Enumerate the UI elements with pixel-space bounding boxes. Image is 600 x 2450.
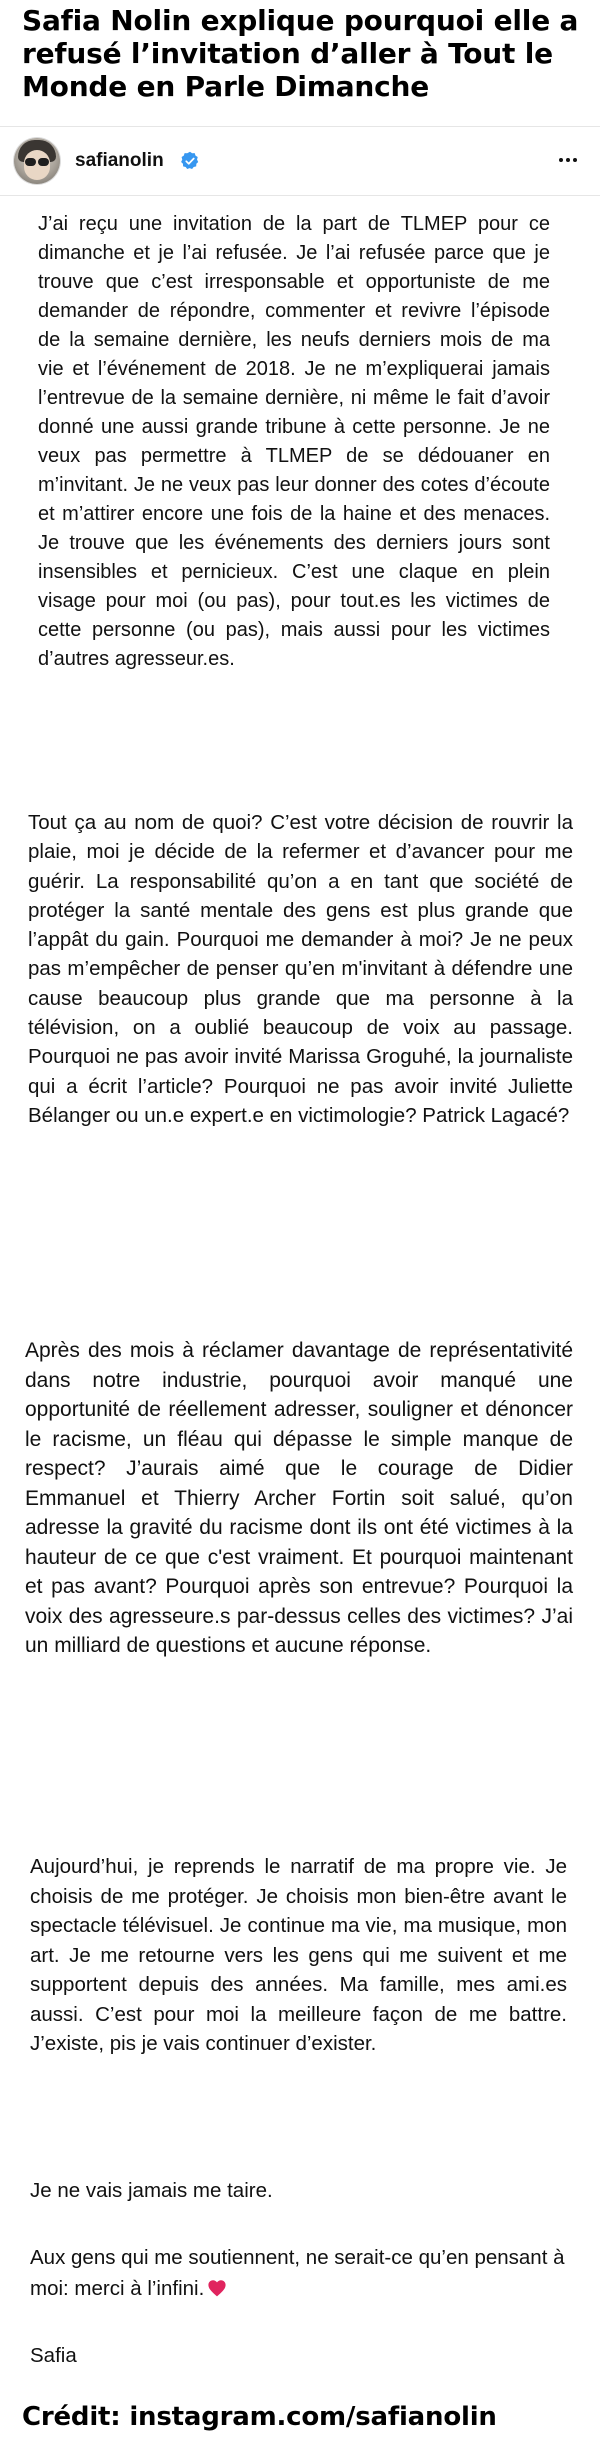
post-header [0,126,600,196]
verified-badge-icon [180,151,200,171]
more-options-button[interactable] [554,145,582,175]
post-paragraph-1: J’ai reçu une invitation de la part de TLMEP pour ce dimanche et je l’ai refusée. Je l’ai refusée parce que je trouve que c’est irresponsable et opportuniste de me demander de répondre, commenter et revivre l’épisode de la semaine dernière, les neufs derniers mois de ma vie et l’événement de 2018. Je ne m’expliquerai jamais l’entrevue de la semaine dernière, ni même le fait d’avoir donné une aussi grande tribune à cette personne. Je ne veux pas permettre à TLMEP de se dédouaner en m’invitant. Je ne veux pas leur donner des cotes d’écoute et m’attirer encore une fois de la haine et des menaces. Je trouve que les événements des derniers jours sont insensibles et pernicieux. C’est une claque en plein visage pour moi (ou pas), pour tout.es les victimes de cette personne (ou pas), mais aussi pour les victimes d’autres agresseur.es. [38,213,550,670]
more-options-icon [559,158,563,162]
post-paragraph-2: Tout ça au nom de quoi? C’est votre décision de rouvrir la plaie, moi je décide de la refermer et d’avancer pour me guérir. La responsabilité qu’on a en tant que société de protéger la santé mentale des gens est plus grande que l’appât du gain. Pourquoi me demander à moi? Je ne peux pas m’empêcher de penser qu’en m'invitant à défendre une cause beaucoup plus grande que ma personne à la télévision, on a oublié beaucoup de voix au passage. Pourquoi ne pas avoir invité Marissa Groguhé, la journaliste qui a écrit l’article? Pourquoi ne pas avoir invité Juliette Bélanger ou un.e expert.e en victimologie? Patrick Lagacé? [28,811,573,1127]
red-heart-icon [207,2279,227,2297]
article-headline: Safia Nolin explique pourquoi elle a refusé l’invitation d’aller à Tout le Monde en Parle Dimanche [22,4,579,103]
post-paragraph-3: Après des mois à réclamer davantage de représentativité dans notre industrie, pourquoi avoir manqué une opportunité de réellement adresser, souligner et dénoncer le racisme, un fléau qui dépasse le simple manque de respect? J’aurais aimé que le courage de Didier Emmanuel et Thierry Archer Fortin soit salué, qu’on adresse la gravité du racisme dont ils ont été victimes à la hauteur de ce que c'est vraiment. Et pourquoi maintenant et pas avant? Pourquoi après son entrevue? Pourquoi la voix des agresseure.s par-dessus celles des victimes? J’ai un milliard de questions et aucune réponse. [25,1339,573,1657]
username-link[interactable]: safianolin [75,150,164,171]
avatar[interactable] [14,138,60,184]
post-paragraph-4: Aujourd’hui, je reprends le narratif de ma propre vie. Je choisis de me protéger. Je choisis mon bien-être avant le spectacle télévisuel. Je continue ma vie, ma musique, mon art. Je me retourne vers les gens qui me suivent et me supportent depuis des années. Ma famille, mes ami.es aussi. C’est pour moi la meilleure façon de me battre. J’existe, pis je vais continuer d’exister. [30,1855,567,2055]
photo-credit: Crédit: instagram.com/safianolin [22,2402,497,2432]
post-signature: Safia [30,2344,77,2367]
post-paragraph-6 [30,2242,567,2304]
post-paragraph-6-text: Aux gens qui me soutiennent, ne serait-ce qu’en pensant à moi: merci à l’infini. [30,2246,565,2300]
post-paragraph-5: Je ne vais jamais me taire. [30,2179,273,2202]
